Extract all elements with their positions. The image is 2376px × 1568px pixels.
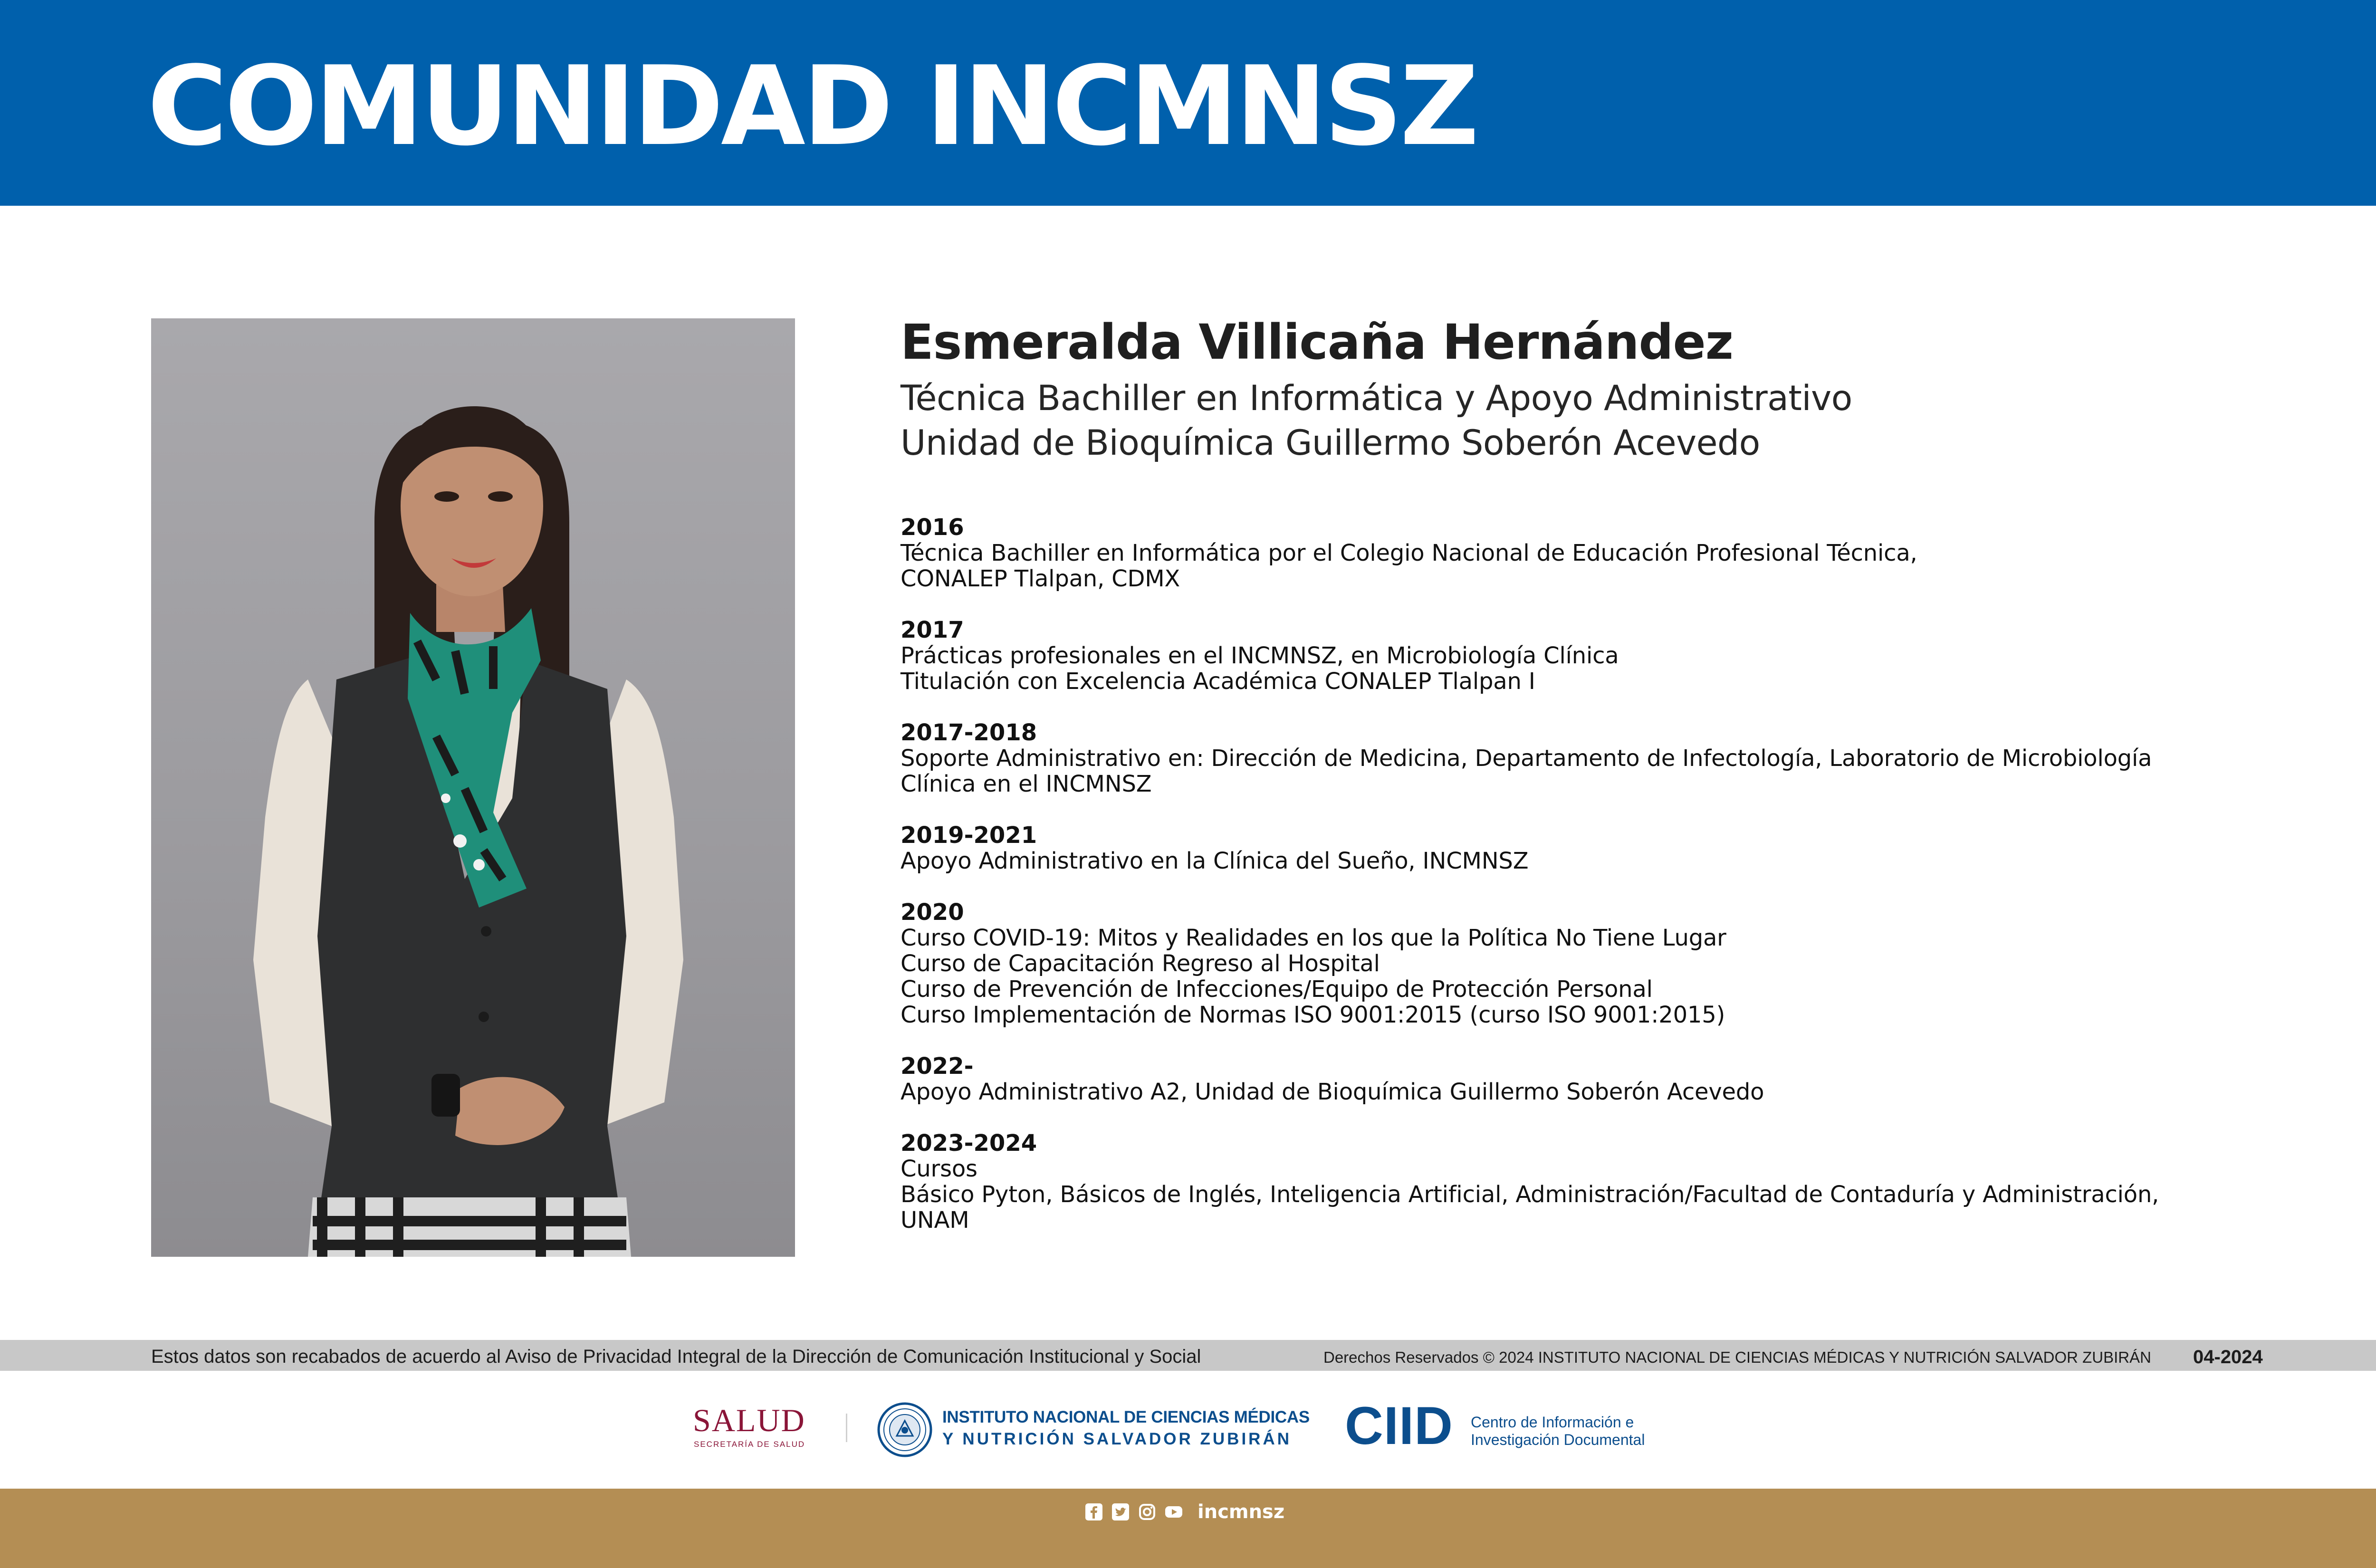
timeline-line: Titulación con Excelencia Académica CONALEP Tlalpan I [901,668,1535,695]
timeline-year: 2016 [901,514,964,541]
social-links [1084,1501,1284,1522]
institute-name-line2: Y NUTRICIÓN SALVADOR ZUBIRÁN [942,1430,1292,1448]
timeline-line: Básico Pyton, Básicos de Inglés, Inteligencia Artificial, Administración/Facultad de Contaduría y Administración, [901,1181,2159,1208]
timeline-line: UNAM [901,1207,969,1233]
timeline-line: Curso de Capacitación Regreso al Hospital [901,950,1380,977]
timeline-entry [901,617,2350,694]
ciid-logo: CIID [1345,1396,1453,1455]
timeline-year: 2023-2024 [901,1130,1037,1157]
unit-line: Unidad de Bioquímica Guillermo Soberón Acevedo [901,422,1760,463]
timeline-entry [901,822,2350,874]
timeline-line: Soporte Administrativo en: Dirección de Medicina, Departamento de Infectología, Laboratorio de Microbiología [901,745,2152,772]
timeline-year: 2017-2018 [901,719,1037,746]
instagram-icon[interactable] [1138,1502,1157,1521]
youtube-icon[interactable] [1164,1502,1183,1521]
role-line: Técnica Bachiller en Informática y Apoyo Administrativo [901,378,1852,419]
timeline-year: 2019-2021 [901,822,1037,849]
page-title: COMUNIDAD INCMNSZ [147,43,1476,170]
timeline-line: Curso COVID-19: Mitos y Realidades en los que la Política No Tiene Lugar [901,925,1726,951]
person-name: Esmeralda Villicaña Hernández [901,314,1734,371]
timeline-line: Curso Implementación de Normas ISO 9001:2015 (curso ISO 9001:2015) [901,1002,1725,1028]
timeline-line: Prácticas profesionales en el INCMNSZ, en Microbiología Clínica [901,642,1619,669]
social-band [0,1489,2376,1568]
twitter-icon[interactable] [1111,1502,1130,1521]
institute-seal-icon [877,1402,933,1458]
timeline-entry [901,720,2350,797]
privacy-notice: Estos datos son recabados de acuerdo al Aviso de Privacidad Integral de la Dirección de Comunicación Institucional y Social [151,1346,1201,1367]
institute-name-line1: INSTITUTO NACIONAL DE CIENCIAS MÉDICAS [942,1408,1310,1426]
timeline-line: Técnica Bachiller en Informática por el Colegio Nacional de Educación Profesional Técnica, [901,540,1917,566]
facebook-icon[interactable] [1084,1502,1103,1521]
timeline-line: Clínica en el INCMNSZ [901,771,1152,797]
ciid-subtitle-line1: Centro de Información e [1471,1414,1634,1431]
timeline-line: Cursos [901,1156,977,1182]
timeline-line: Apoyo Administrativo en la Clínica del Sueño, INCMNSZ [901,848,1529,874]
timeline-year: 2020 [901,899,964,926]
social-handle[interactable]: incmnsz [1198,1501,1285,1523]
copyright-notice: Derechos Reservados © 2024 INSTITUTO NACIONAL DE CIENCIAS MÉDICAS Y NUTRICIÓN SALVADOR ZUBIRÁN [1323,1348,2151,1366]
salud-logo-subtitle: SECRETARÍA DE SALUD [694,1440,805,1449]
header-banner [0,0,2376,206]
salud-logo: SALUD [693,1402,805,1438]
timeline-entry [901,899,2350,1028]
timeline-line: Curso de Prevención de Infecciones/Equipo de Protección Personal [901,976,1653,1003]
publication-date: 04-2024 [2193,1347,2263,1367]
portrait-photo [151,318,795,1257]
timeline-line: CONALEP Tlalpan, CDMX [901,565,1180,592]
timeline-entry [901,515,2350,592]
ciid-subtitle-line2: Investigación Documental [1471,1431,1645,1448]
logo-divider [846,1414,847,1442]
profile-header [901,314,2350,465]
timeline-entry [901,1130,2350,1233]
timeline-year: 2017 [901,617,964,643]
timeline-line: Apoyo Administrativo A2, Unidad de Bioquímica Guillermo Soberón Acevedo [901,1079,1764,1105]
career-timeline [901,515,2350,1259]
timeline-entry [901,1053,2350,1105]
timeline-year: 2022- [901,1053,974,1080]
